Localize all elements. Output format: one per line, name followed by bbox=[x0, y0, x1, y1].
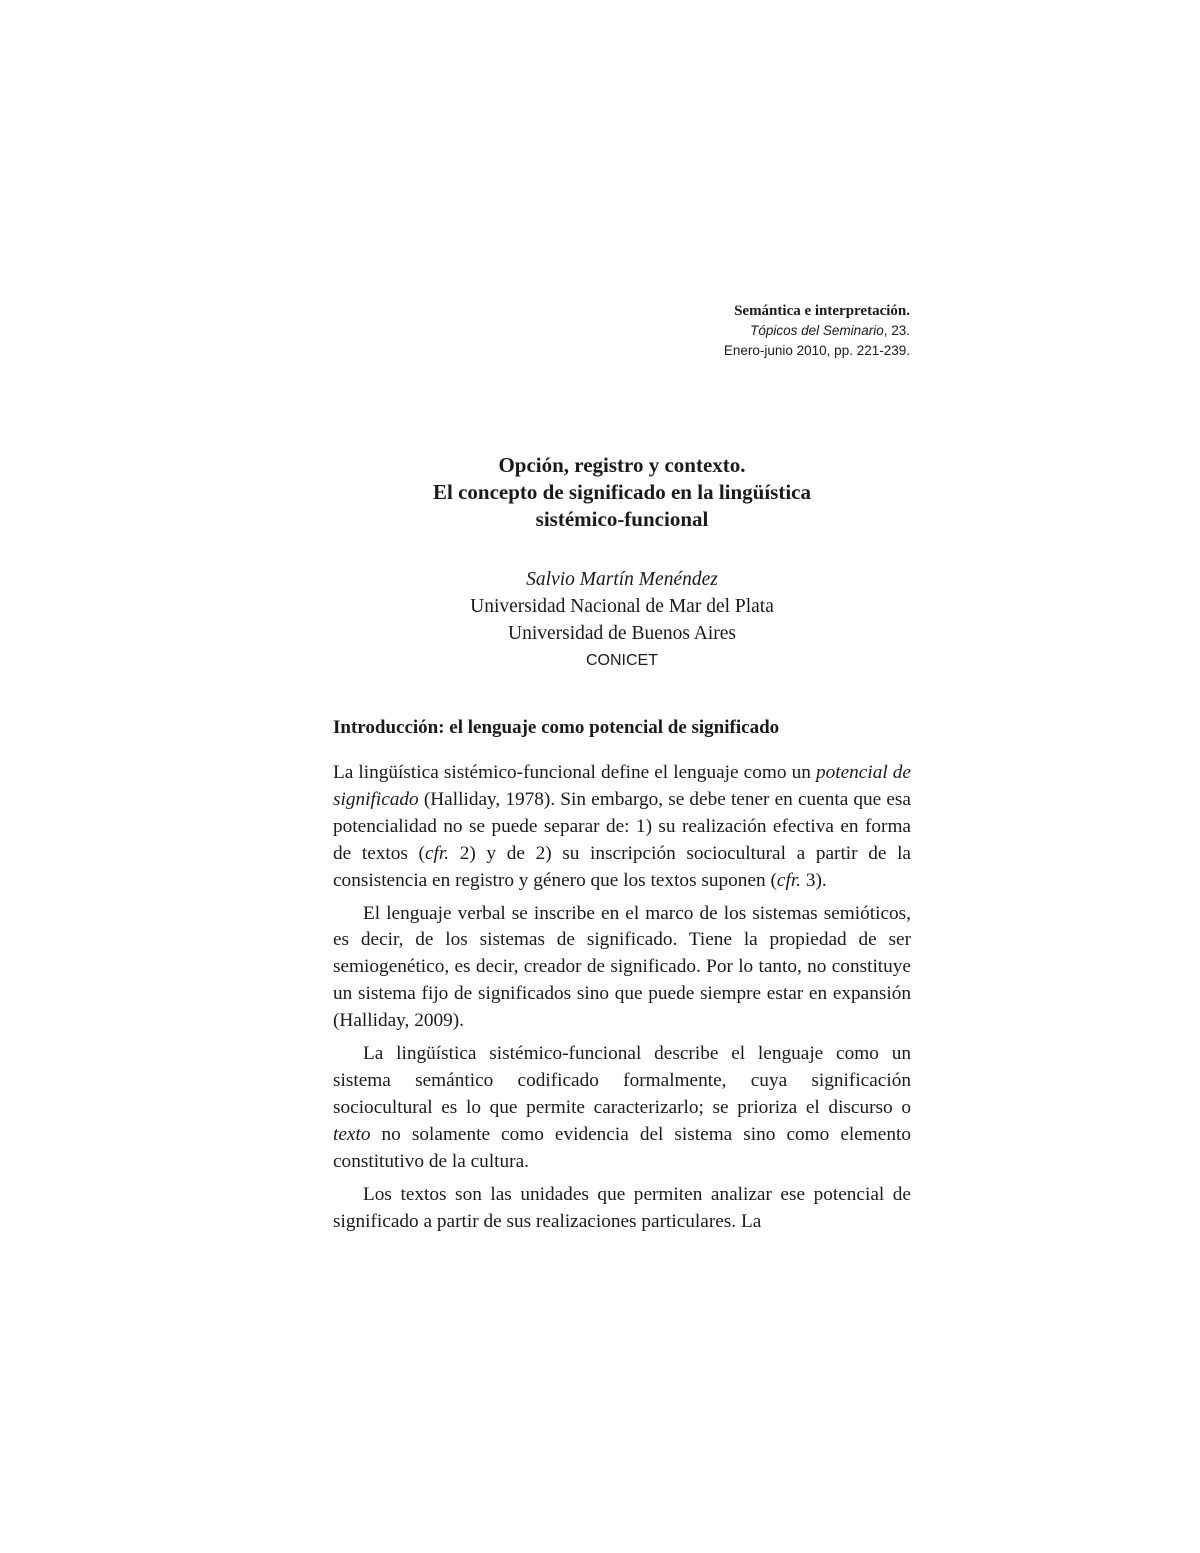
p3-text-a: La lingüística sistémico-funcional describe el lenguaje como un sistema semántico codificado formalmente, cuya significación sociocultural es lo que permite caracterizarlo; se prioriza el discurso o bbox=[333, 1043, 911, 1118]
article-title bbox=[333, 452, 911, 533]
p3-term-italic: texto bbox=[333, 1123, 371, 1145]
paragraph-3 bbox=[333, 1041, 911, 1176]
journal-series-line bbox=[724, 321, 910, 341]
p1-term-italic: potencial de significado bbox=[333, 762, 911, 810]
p1-cfr-1: cfr. bbox=[424, 842, 450, 864]
p1-text-e: 2) y de 2) su inscripción sociocultural a partir de la consistencia en registro y género que los textos suponen ( bbox=[333, 842, 911, 891]
section-heading: Introducción: el lenguaje como potencial de significado bbox=[333, 717, 780, 738]
p1-text-a: La lingüística sistémico-funcional define el lenguaje como un bbox=[333, 762, 816, 783]
article-title-line-2: El concepto de significado en la lingüística bbox=[432, 480, 812, 504]
author-block bbox=[333, 566, 911, 674]
journal-issue: , 23. bbox=[883, 323, 910, 338]
body-text bbox=[333, 760, 911, 1241]
journal-series: Tópicos del Seminario bbox=[750, 323, 884, 338]
journal-dates: Enero-junio 2010, pp. 221-239. bbox=[723, 343, 910, 358]
p3-text-c: no solamente como evidencia del sistema sino como elemento constitutivo de la cultura. bbox=[333, 1123, 911, 1172]
author-name: Salvio Martín Menéndez bbox=[526, 569, 718, 590]
journal-info bbox=[724, 301, 910, 361]
article-title-line-3: sistémico-funcional bbox=[535, 507, 709, 531]
p1-cfr-2: cfr. bbox=[776, 869, 802, 891]
affiliation-1: Universidad Nacional de Mar del Plata bbox=[470, 596, 774, 617]
affiliation-2: Universidad de Buenos Aires bbox=[507, 623, 736, 644]
paragraph-1 bbox=[333, 760, 911, 895]
article-title-line-1: Opción, registro y contexto. bbox=[498, 453, 746, 477]
paragraph-2: El lenguaje verbal se inscribe en el marco de los sistemas semióticos, es decir, de los sistemas de significado. Tiene la propiedad de ser semiogenético, es decir, creador de significado. Por lo tanto, no constituye un sistema fijo de significados sino que puede siempre estar en expansión (Halliday, 2009). bbox=[333, 902, 911, 1032]
p1-text-c: (Halliday, 1978). Sin embargo, se debe tener en cuenta que esa potencialidad no se puede separar de: 1) su realización efectiva en forma de textos ( bbox=[333, 788, 911, 864]
affiliation-council: CONICET bbox=[586, 652, 658, 669]
paragraph-4: Los textos son las unidades que permiten analizar ese potencial de significado a partir de sus realizaciones particulares. La bbox=[333, 1183, 911, 1232]
journal-title: Semántica e interpretación. bbox=[734, 303, 910, 319]
p1-text-g: 3). bbox=[801, 869, 827, 891]
